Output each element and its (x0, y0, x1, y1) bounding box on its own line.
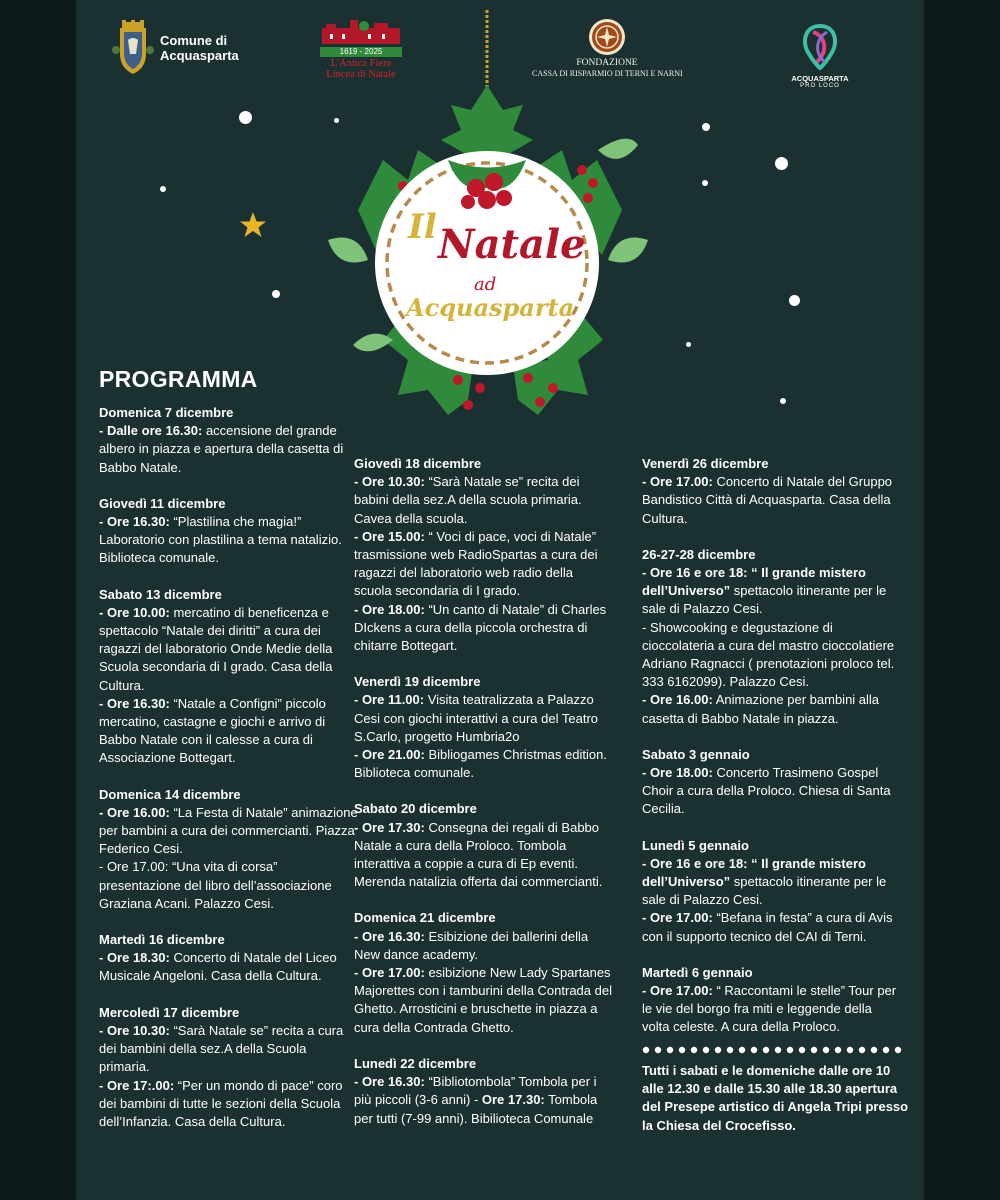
event-description: “Natale a Configni” piccolo mercatino, castagne e giochi e arrivo di Babbo Natale con il calesse a cura di Associazione Bottegart. (99, 695, 326, 766)
event-time: - Ore 15.00: (354, 528, 425, 544)
day-title: Sabato 13 dicembre (99, 586, 222, 602)
event-time: - Ore 16.30: (99, 695, 170, 711)
separator-dot (751, 1047, 757, 1053)
program-day (99, 404, 359, 477)
event-description: “Bibliotombola” Tombola per i più piccoli (3-6 anni) - (354, 1074, 597, 1108)
event-time: - Ore 10.30: (99, 1022, 170, 1038)
event-time: - Dalle ore 16.30: (99, 423, 203, 439)
event-description: “Per un mondo di pace” coro dei bambini di tutte le sezioni della Scuola dell’Infanzia. Casa della Cultura. (99, 1077, 343, 1129)
separator-dot (811, 1047, 817, 1053)
fondazione-line1: FONDAZIONE (576, 58, 638, 68)
event-entry (642, 691, 902, 727)
program-day (642, 455, 902, 528)
event-entry (99, 695, 359, 768)
program-day (99, 931, 359, 986)
separator-dot (835, 1047, 841, 1053)
fiera-years: 1619 - 2025 (320, 47, 402, 57)
day-title: Sabato 3 gennaio (642, 746, 750, 762)
fondazione-line2: CASSA DI RISPARMIO DI TERNI E NARNI (532, 69, 683, 78)
event-time: - Ore 18.30: (99, 950, 170, 966)
event-entry (642, 855, 902, 910)
snowflake-dot (702, 180, 708, 186)
separator-dot (859, 1047, 865, 1053)
separator-dot (823, 1047, 829, 1053)
event-description: Bibliogames Christmas edition. Biblioteca comunale. (354, 747, 607, 781)
event-description: Animazione per bambini alla casetta di Babbo Natale in piazza. (642, 692, 880, 726)
day-title: Giovedì 11 dicembre (99, 495, 226, 511)
event-description: “Plastilina che magia!” Laboratorio con plastilina a tema natalizio. Biblioteca comunale. (99, 514, 342, 566)
snowflake-dot (239, 111, 252, 124)
event-description: esibizione New Lady Spartanes Majorettes con i tamburini della Contrada del Ghetto. Arrosticini e bruschette in piazza a cura della Contrada Ghetto. (354, 965, 612, 1035)
event-description: “Un canto di Natale” di Charles DIckens a cura della piccola orchestra di chitarre Bottegart. (354, 601, 607, 654)
programma-title: PROGRAMMA (99, 366, 258, 392)
event-entry (354, 473, 614, 528)
proloco-logo (792, 22, 848, 88)
event-entry (642, 564, 902, 619)
event-description: - Ore 17.00: “Una vita di corsa” presentazione del libro dell’associazione Graziana Acani. Palazzo Cesi. (99, 859, 332, 911)
event-time: Ore 17.30: (481, 1092, 545, 1108)
event-time: - Ore 16.00: (99, 804, 170, 820)
right-margin (924, 0, 1000, 1200)
event-entry (99, 422, 359, 477)
program-day (642, 837, 902, 946)
program-day (99, 586, 359, 768)
event-time: - Ore 16 e ore 18: “ Il grande mistero dell’Universo” (642, 565, 866, 599)
event-time: - Ore 10.30: (354, 474, 425, 490)
event-entry (99, 858, 359, 913)
event-entry (354, 819, 614, 892)
event-entry (99, 949, 359, 985)
snowflake-dot (686, 342, 691, 347)
event-time: - Ore 16.30: (354, 1074, 425, 1090)
event-description: Tombola per tutti (7-99 anni). Bibilioteca Comunale (354, 1092, 598, 1126)
christmas-ornament-illustration (298, 10, 682, 430)
event-time: - Ore 17.00: (642, 474, 713, 490)
separator-dot (703, 1047, 709, 1053)
poster (76, 0, 924, 1200)
event-time: - Ore 18.00: (642, 765, 713, 781)
event-description: Concerto di Natale del Liceo Musicale Angeloni. Casa della Cultura. (99, 950, 337, 984)
event-description: “Sarà Natale se” recita dei babini della sez.A della scuola primaria. Cavea della scuola. (354, 474, 582, 526)
event-time: - Ore 21.00: (354, 747, 425, 763)
program-day (354, 673, 614, 782)
separator-dot (895, 1047, 901, 1053)
event-entry (354, 928, 614, 964)
event-time: - Ore 16.30: (354, 928, 425, 944)
event-description: mercatino di beneficenza e spettacolo “Natale dei diritti” a cura dei ragazzi del laboratorio Onde Medie della Scuola secondaria di I grado. Casa della Cultura. (99, 604, 333, 693)
separator-dot (871, 1047, 877, 1053)
ornament-word-natale: Natale (438, 221, 586, 268)
event-entry (354, 1073, 614, 1128)
program-column-1 (99, 404, 359, 1149)
separator-dot (787, 1047, 793, 1053)
event-description: “ Raccontami le stelle” Tour per le vie del borgo fra miti e leggende della volta celeste. A cura della Proloco. (642, 983, 897, 1035)
event-entry (642, 909, 902, 945)
event-entry (642, 619, 902, 692)
event-entry (354, 746, 614, 782)
event-entry (99, 1022, 359, 1077)
day-title: Domenica 21 dicembre (354, 910, 496, 926)
event-entry (642, 473, 902, 528)
event-entry (354, 528, 614, 601)
event-description: accensione del grande albero in piazza e apertura della casetta di Babbo Natale. (99, 423, 344, 475)
event-description: “Sarà Natale se” recita a cura dei bambini della sez.A della Scuola primaria. (99, 1022, 344, 1075)
event-time: - Ore 10.00: (99, 604, 170, 620)
separator-dot (643, 1047, 649, 1053)
event-description: Visita teatralizzata a Palazzo Cesi con giochi interattivi a cura del Teatro S.Carlo, progetto Humbria2o (354, 692, 598, 744)
proloco-emblem-icon (795, 22, 845, 72)
event-description: Esibizione dei ballerini della New dance academy. (354, 928, 589, 962)
fiera-name-line1: L'Antica Fiera (330, 58, 392, 69)
comune-name-line2: Acquasparta (160, 48, 239, 63)
event-time: - Ore 17:.00: (99, 1077, 175, 1093)
event-description: Consegna dei regali di Babbo Natale a cura della Proloco. Tombola interattiva a coppie a cura di Ep eventi. Merenda natalizia offerta dai commercianti. (354, 819, 603, 890)
program-day (354, 1055, 614, 1128)
separator-dot (883, 1047, 889, 1053)
event-entry (642, 764, 902, 819)
separator-dot (715, 1047, 721, 1053)
day-title: Giovedì 18 dicembre (354, 456, 482, 471)
coat-of-arms-icon (112, 20, 154, 76)
snowflake-dot (272, 290, 280, 298)
day-title: Lunedì 5 gennaio (642, 837, 749, 853)
program-day (99, 495, 359, 568)
event-description: “Befana in festa” a cura di Avis con il supporto tecnico del CAI di Terni. (642, 910, 893, 944)
program-column-3 (642, 455, 902, 1055)
program-day (99, 786, 359, 913)
separator-dot (679, 1047, 685, 1053)
presepe-note: Tutti i sabati e le domeniche dalle ore 10 alle 12.30 e dalle 15.30 alle 18.30 apertura del Presepe artistico di Angela Tripi presso la Chiesa del Crocefisso. (642, 1063, 909, 1133)
program-day (642, 964, 902, 1037)
snowflake-dot (789, 295, 800, 306)
program-day (354, 909, 614, 1036)
fiera-name-line2: Lincea di Natale (326, 69, 396, 80)
event-entry (642, 982, 902, 1037)
event-entry (354, 964, 614, 1037)
event-time: - Ore 16 e ore 18: “ Il grande mistero dell’Universo” (642, 855, 866, 890)
ornament-word-il: Il (408, 207, 437, 247)
snowflake-dot (775, 157, 788, 170)
proloco-line2: PRO LOCO (800, 83, 840, 89)
event-description: - Showcooking e degustazione di cioccolateria a cura del mastro cioccolatiere Adriano Ragnacci ( prenotazioni proloco tel. 333 6162099). Palazzo Cesi. (642, 619, 895, 690)
day-title: Venerdì 19 dicembre (354, 674, 481, 690)
day-title: Domenica 14 dicembre (99, 786, 241, 802)
event-description: “La Festa di Natale” animazione per bambini a cura dei commercianti. Piazza Federico Cesi. (99, 804, 358, 857)
day-title: Martedì 16 dicembre (99, 932, 225, 948)
ornament-word-ad: ad (474, 274, 497, 295)
separator-dot (739, 1047, 745, 1053)
comune-logo (112, 20, 239, 80)
event-entry (99, 513, 359, 568)
event-description: spettacolo itinerante per le sale di Palazzo Cesi. (642, 583, 887, 617)
dotted-separator (642, 1046, 906, 1054)
event-time: - Ore 16.30: (99, 514, 170, 530)
proloco-line1: ACQUASPARTA (791, 74, 849, 83)
separator-dot (763, 1047, 769, 1053)
event-entry (99, 804, 359, 859)
left-margin (0, 0, 76, 1200)
day-title: Lunedì 22 dicembre (354, 1055, 477, 1071)
program-day (99, 1004, 359, 1131)
event-entry (99, 604, 359, 695)
day-title: 26-27-28 dicembre (642, 546, 756, 562)
event-time: - Ore 16.00: (642, 692, 713, 708)
program-day (354, 800, 614, 891)
program-day (642, 746, 902, 819)
program-day (642, 546, 902, 728)
day-title: Sabato 20 dicembre (354, 801, 477, 817)
separator-dot (775, 1047, 781, 1053)
event-time: - Ore 11.00: (354, 692, 425, 708)
star-icon (239, 211, 267, 239)
event-time: - Ore 17.00: (642, 910, 713, 926)
separator-dot (727, 1047, 733, 1053)
program-column-2 (354, 455, 614, 1146)
event-description: spettacolo itinerante per le sale di Palazzo Cesi. (642, 874, 887, 908)
program-day (354, 455, 614, 655)
event-description: “ Voci di pace, voci di Natale” trasmissione web RadioSpartas a cura dei ragazzi del laboratorio web radio della scuola secondaria di I grado. (354, 528, 598, 599)
separator-dot (691, 1047, 697, 1053)
day-title: Venerdì 26 dicembre (642, 456, 769, 471)
day-title: Mercoledì 17 dicembre (99, 1004, 240, 1020)
event-description: Concerto Trasimeno Gospel Choir a cura della Proloco. Chiesa di Santa Cecilia. (642, 765, 891, 817)
snowflake-dot (702, 123, 710, 131)
event-time: - Ore 17.00: (354, 965, 425, 981)
snowflake-dot (780, 398, 786, 404)
day-title: Domenica 7 dicembre (99, 405, 234, 420)
event-time: - Ore 17.00: (642, 983, 713, 999)
event-time: - Ore 17.30: (354, 819, 425, 835)
snowflake-dot (160, 186, 166, 192)
separator-dot (667, 1047, 673, 1053)
separator-dot (799, 1047, 805, 1053)
event-entry (354, 601, 614, 656)
event-entry (99, 1077, 359, 1132)
comune-name-line1: Comune di (160, 33, 228, 48)
event-time: - Ore 18.00: (354, 601, 425, 617)
event-entry (354, 691, 614, 746)
separator-dot (655, 1047, 661, 1053)
ornament-word-town: Acquasparta (406, 293, 575, 322)
event-description: Concerto di Natale del Gruppo Bandistico Città di Acquasparta. Casa della Cultura. (642, 474, 893, 526)
separator-dot (847, 1047, 853, 1053)
day-title: Martedì 6 gennaio (642, 964, 753, 980)
